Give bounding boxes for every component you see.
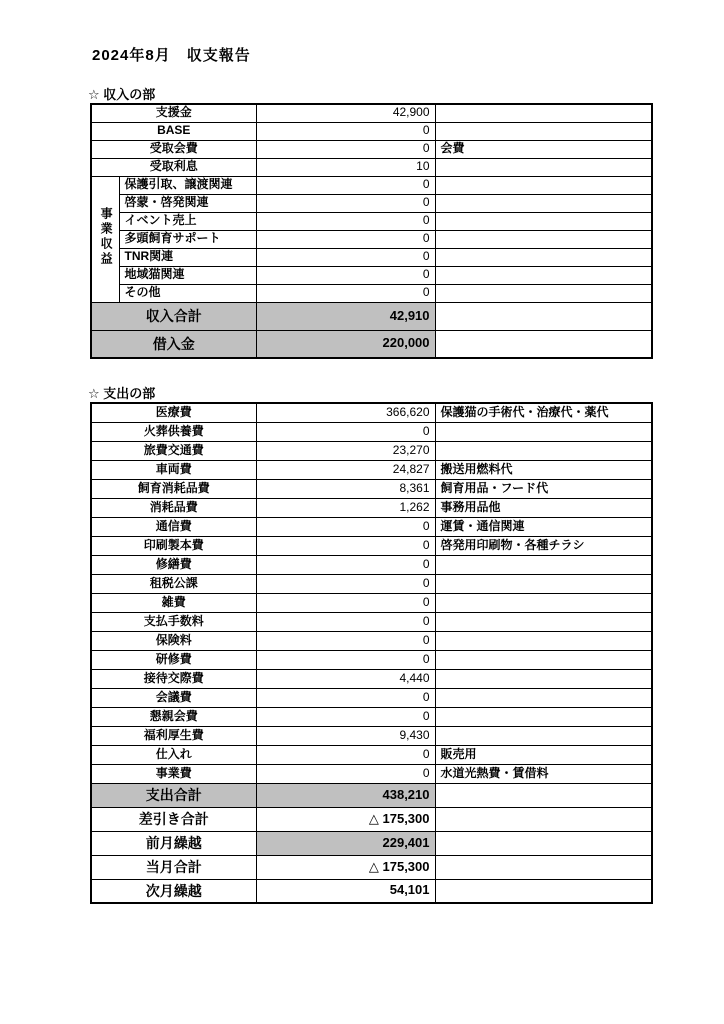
expense-item-row (91, 403, 652, 422)
item-value: 24,827 (256, 460, 435, 479)
item-label: 車両費 (91, 460, 256, 479)
item-note (435, 726, 652, 745)
item-value: 1,262 (256, 498, 435, 517)
item-label: 福利厚生費 (91, 726, 256, 745)
item-note (435, 422, 652, 441)
item-value: 0 (256, 574, 435, 593)
income-group-row (91, 176, 652, 194)
item-note (435, 248, 652, 266)
income-group-row (91, 284, 652, 302)
total-label: 前月繰越 (91, 831, 256, 855)
expense-item-row (91, 631, 652, 650)
expense-item-row (91, 479, 652, 498)
expense-table (90, 402, 653, 904)
item-label: 通信費 (91, 517, 256, 536)
item-note (435, 212, 652, 230)
item-value: 0 (256, 764, 435, 783)
item-value: 42,900 (256, 104, 435, 122)
item-note (435, 707, 652, 726)
income-item-row (91, 122, 652, 140)
expense-section-title: ☆ 支出の部 (88, 386, 156, 401)
item-label: 飼育消耗品費 (91, 479, 256, 498)
item-value: 10 (256, 158, 435, 176)
item-value: 0 (256, 284, 435, 302)
item-value: 0 (256, 230, 435, 248)
expense-item-row (91, 498, 652, 517)
income-section-title: ☆ 収入の部 (88, 87, 156, 102)
expense-item-row (91, 555, 652, 574)
expense-item-row (91, 612, 652, 631)
item-value: 0 (256, 612, 435, 631)
expense-item-row (91, 593, 652, 612)
expense-total-row (91, 855, 652, 879)
expense-item-row (91, 460, 652, 479)
income-table (90, 103, 653, 359)
income-total-row (91, 330, 652, 358)
item-value: 0 (256, 140, 435, 158)
expense-total-row (91, 879, 652, 903)
item-value: 0 (256, 266, 435, 284)
total-note (435, 879, 652, 903)
expense-item-row (91, 536, 652, 555)
income-item-row (91, 140, 652, 158)
income-group-row (91, 230, 652, 248)
item-value: 0 (256, 555, 435, 574)
income-group-row (91, 266, 652, 284)
item-value: 0 (256, 631, 435, 650)
income-item-row (91, 158, 652, 176)
income-totals (91, 302, 652, 358)
total-value: 42,910 (256, 302, 435, 330)
item-label: 旅費交通費 (91, 441, 256, 460)
total-note (435, 807, 652, 831)
item-note: 飼育用品・フード代 (435, 479, 652, 498)
total-value: △ 175,300 (256, 807, 435, 831)
expense-item-row (91, 669, 652, 688)
item-value: 0 (256, 536, 435, 555)
total-value: 438,210 (256, 783, 435, 807)
item-value: 0 (256, 422, 435, 441)
item-label: 雑費 (91, 593, 256, 612)
expense-item-row (91, 688, 652, 707)
item-note (435, 669, 652, 688)
income-business-group (91, 176, 652, 302)
total-label: 次月繰越 (91, 879, 256, 903)
business-income-group-label (91, 176, 119, 302)
item-label: 研修費 (91, 650, 256, 669)
item-value: 0 (256, 707, 435, 726)
item-label: 接待交際費 (91, 669, 256, 688)
expense-item-row (91, 707, 652, 726)
vertical-group-text: 事業収益 (99, 207, 114, 268)
item-note (435, 688, 652, 707)
item-label: 消耗品費 (91, 498, 256, 517)
item-value: 0 (256, 248, 435, 266)
income-items (91, 104, 652, 176)
item-note (435, 650, 652, 669)
expense-item-row (91, 650, 652, 669)
expense-item-row (91, 574, 652, 593)
item-label: 医療費 (91, 403, 256, 422)
total-note (435, 302, 652, 330)
item-label: 事業費 (91, 764, 256, 783)
total-value: 229,401 (256, 831, 435, 855)
income-group-row (91, 248, 652, 266)
total-label: 当月合計 (91, 855, 256, 879)
item-note: 販売用 (435, 745, 652, 764)
item-value: 0 (256, 650, 435, 669)
item-value: 0 (256, 688, 435, 707)
item-label: TNR関連 (119, 248, 256, 266)
item-label: 支援金 (91, 104, 256, 122)
expense-item-row (91, 726, 652, 745)
item-value: 0 (256, 122, 435, 140)
expense-total-row (91, 807, 652, 831)
income-group-row (91, 194, 652, 212)
total-note (435, 855, 652, 879)
item-value: 8,361 (256, 479, 435, 498)
expense-totals (91, 783, 652, 903)
item-note (435, 631, 652, 650)
item-value: 366,620 (256, 403, 435, 422)
item-label: 会議費 (91, 688, 256, 707)
item-note (435, 441, 652, 460)
item-label: 地域猫関連 (119, 266, 256, 284)
item-value: 0 (256, 593, 435, 612)
item-note (435, 176, 652, 194)
expense-item-row (91, 517, 652, 536)
item-value: 0 (256, 176, 435, 194)
item-note: 搬送用燃料代 (435, 460, 652, 479)
item-label: 啓蒙・啓発関連 (119, 194, 256, 212)
item-note (435, 284, 652, 302)
item-value: 0 (256, 194, 435, 212)
income-total-row (91, 302, 652, 330)
expense-total-row (91, 831, 652, 855)
expense-items (91, 403, 652, 783)
item-note (435, 158, 652, 176)
item-note (435, 574, 652, 593)
item-label: 多頭飼育サポート (119, 230, 256, 248)
income-group-row (91, 212, 652, 230)
total-note (435, 783, 652, 807)
item-note (435, 612, 652, 631)
income-item-row (91, 104, 652, 122)
total-value: △ 175,300 (256, 855, 435, 879)
item-label: イベント売上 (119, 212, 256, 230)
expense-item-row (91, 745, 652, 764)
item-value: 0 (256, 517, 435, 536)
total-label: 収入合計 (91, 302, 256, 330)
item-label: 受取会費 (91, 140, 256, 158)
item-label: BASE (91, 122, 256, 140)
item-value: 0 (256, 212, 435, 230)
item-value: 4,440 (256, 669, 435, 688)
total-note (435, 831, 652, 855)
total-value: 54,101 (256, 879, 435, 903)
expense-item-row (91, 441, 652, 460)
item-note (435, 230, 652, 248)
item-note: 水道光熱費・賃借料 (435, 764, 652, 783)
item-note (435, 593, 652, 612)
item-label: 修繕費 (91, 555, 256, 574)
expense-item-row (91, 764, 652, 783)
expense-item-row (91, 422, 652, 441)
item-label: その他 (119, 284, 256, 302)
item-label: 懇親会費 (91, 707, 256, 726)
total-label: 支出合計 (91, 783, 256, 807)
item-label: 保護引取、譲渡関連 (119, 176, 256, 194)
expense-total-row (91, 783, 652, 807)
item-label: 火葬供養費 (91, 422, 256, 441)
item-label: 受取利息 (91, 158, 256, 176)
item-value: 9,430 (256, 726, 435, 745)
item-note (435, 194, 652, 212)
item-note: 啓発用印刷物・各種チラシ (435, 536, 652, 555)
item-note: 事務用品他 (435, 498, 652, 517)
total-value: 220,000 (256, 330, 435, 358)
item-note (435, 122, 652, 140)
item-note: 保護猫の手術代・治療代・薬代 (435, 403, 652, 422)
item-note (435, 555, 652, 574)
page-title: 2024年8月 収支報告 (92, 47, 251, 64)
item-note: 会費 (435, 140, 652, 158)
item-label: 支払手数料 (91, 612, 256, 631)
item-note: 運賃・通信関連 (435, 517, 652, 536)
item-label: 仕入れ (91, 745, 256, 764)
item-label: 保険料 (91, 631, 256, 650)
item-value: 0 (256, 745, 435, 764)
item-label: 印刷製本費 (91, 536, 256, 555)
item-note (435, 266, 652, 284)
total-note (435, 330, 652, 358)
total-label: 借入金 (91, 330, 256, 358)
item-label: 租税公課 (91, 574, 256, 593)
item-note (435, 104, 652, 122)
item-value: 23,270 (256, 441, 435, 460)
total-label: 差引き合計 (91, 807, 256, 831)
